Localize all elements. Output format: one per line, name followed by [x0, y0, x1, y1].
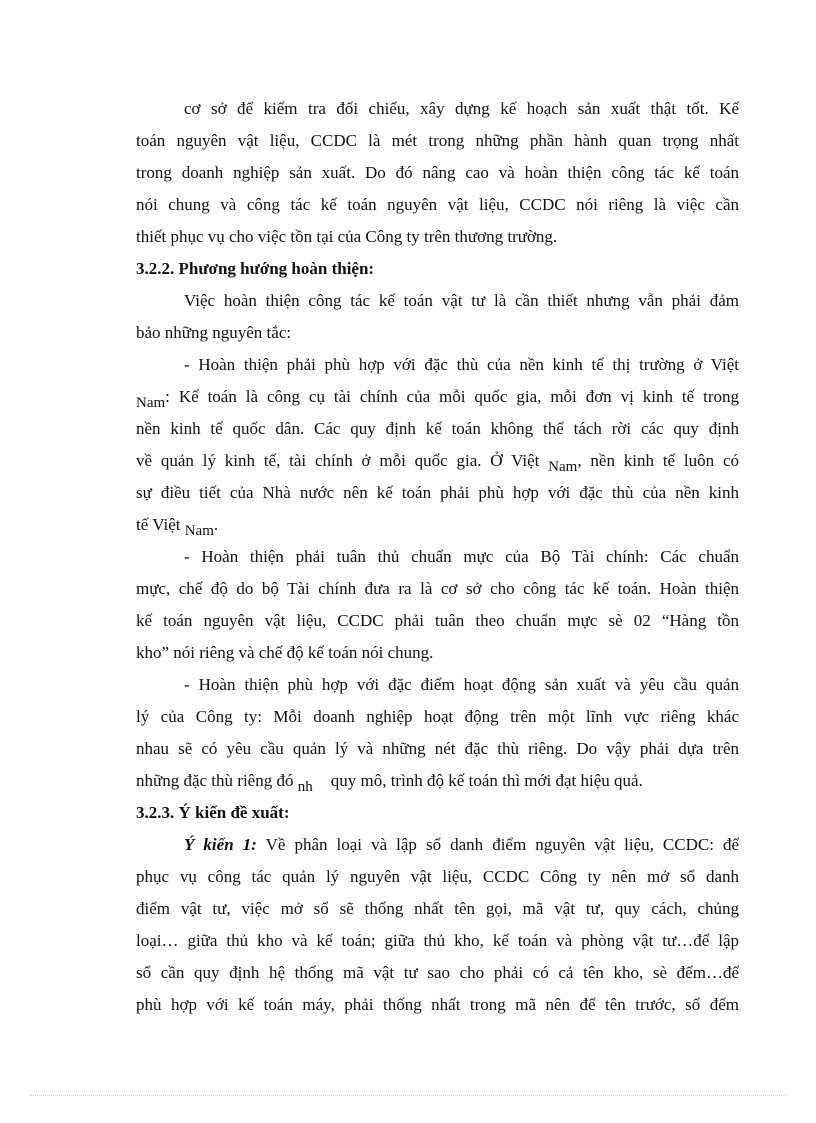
- text-run: tế Việt: [136, 515, 185, 534]
- paragraph-line: cơ sở để kiểm tra đối chiếu, xây dựng kế hoạch sản xuất thật tốt. Kế: [184, 99, 739, 118]
- section-heading: 3.2.2. Phương hướng hoàn thiện:: [136, 259, 375, 278]
- paragraph-line: [184, 833, 739, 857]
- text-run: những đặc thù riêng đó: [136, 771, 298, 790]
- paragraph-line: sự điều tiết của Nhà nước nên kế toán phải phù hợp với đặc thù của nền kinh: [136, 483, 739, 502]
- subscript-text: Nam: [548, 459, 578, 475]
- section-heading: 3.2.3. Ý kiến đề xuất:: [136, 803, 290, 822]
- subscript-text: nh: [297, 779, 313, 795]
- text-run: Về phân loại và lập sổ danh điểm nguyên vật liệu, CCDC: để: [256, 835, 739, 854]
- paragraph-line: nhau sẽ có yêu cầu quản lý và những nét đặc thù riêng. Do vậy phải dựa trên: [136, 739, 739, 758]
- paragraph-line: [136, 385, 739, 409]
- proposal-label: Ý kiến 1:: [184, 835, 257, 854]
- paragraph-line: - Hoàn thiện phải tuân thủ chuẩn mực của Bộ Tài chính: Các chuẩn: [184, 547, 739, 566]
- paragraph-line: phù hợp với kế toán máy, phải thống nhất trong mã nên để tên trước, số đếm: [136, 995, 739, 1014]
- paragraph-line: [136, 449, 739, 473]
- paragraph-line: nền kinh tế quốc dân. Các quy định kế toán không thể tách rời các quy định: [136, 419, 739, 438]
- paragraph-line: - Hoàn thiện phù hợp với đặc điểm hoạt động sản xuất và yêu cầu quản: [184, 675, 739, 694]
- paragraph-line: phục vụ công tác quản lý nguyên vật liệu, CCDC Công ty nên mở sổ danh: [136, 867, 739, 886]
- paragraph-line: sổ cần quy định hệ thống mã vật tư sao cho phải có cả tên kho, sè đếm…để: [136, 963, 739, 982]
- paragraph-line: mực, chế độ do bộ Tài chính đưa ra là cơ sở cho công tác kế toán. Hoàn thiện: [136, 579, 739, 598]
- paragraph-line: kế toán nguyên vật liệu, CCDC phải tuân theo chuẩn mực sè 02 “Hàng tồn: [136, 611, 739, 630]
- paragraph-line: trong doanh nghiệp sản xuất. Do đó nâng cao và hoàn thiện công tác kế toán: [136, 163, 739, 182]
- text-run: : Kế toán là công cụ tài chính của mỗi quốc gia, mỗi đơn vị kinh tế trong: [165, 387, 739, 406]
- text-run: quy mô, trình độ kế toán thì mới đạt hiệu quả.: [330, 771, 643, 790]
- subscript-text: Nam: [136, 395, 166, 411]
- subscript-text: Nam: [184, 523, 214, 539]
- paragraph-line: Việc hoàn thiện công tác kế toán vật tư là cần thiết nhưng vẫn phải đảm: [184, 291, 739, 310]
- paragraph-line: loại… giữa thủ kho và kế toán; giữa thủ kho, kế toán và phòng vật tư…để lập: [136, 931, 739, 950]
- paragraph-line: - Hoàn thiện phải phù hợp với đặc thù của nền kinh tế thị trường ở Việt: [184, 355, 739, 374]
- paragraph-line: [136, 769, 739, 793]
- paragraph-line: kho” nói riêng và chế độ kế toán nói chung.: [136, 643, 434, 662]
- text-run: .: [213, 515, 219, 534]
- paragraph-line: nói chung và công tác kế toán nguyên vật liệu, CCDC nói riêng là việc cần: [136, 195, 739, 214]
- paragraph-line: điểm vật tư, việc mở sổ sẽ thống nhất tên gọi, mã vật tư, quy cách, chủng: [136, 899, 739, 918]
- paragraph-line: thiết phục vụ cho việc tồn tại của Công ty trên thương trường.: [136, 227, 558, 246]
- footer-divider: [30, 1095, 786, 1096]
- paragraph-line: [136, 513, 739, 537]
- paragraph-line: bảo những nguyên tắc:: [136, 323, 292, 342]
- text-run: về quản lý kinh tế, tài chính ở mỗi quốc gia. Ở Việt: [136, 451, 549, 470]
- text-run: , nền kinh tế luôn có: [577, 451, 739, 470]
- paragraph-line: toán nguyên vật liệu, CCDC là mét trong những phần hành quan trọng nhất: [136, 131, 739, 150]
- paragraph-line: lý của Công ty: Mỗi doanh nghiệp hoạt động trên một lĩnh vực riêng khác: [136, 707, 739, 726]
